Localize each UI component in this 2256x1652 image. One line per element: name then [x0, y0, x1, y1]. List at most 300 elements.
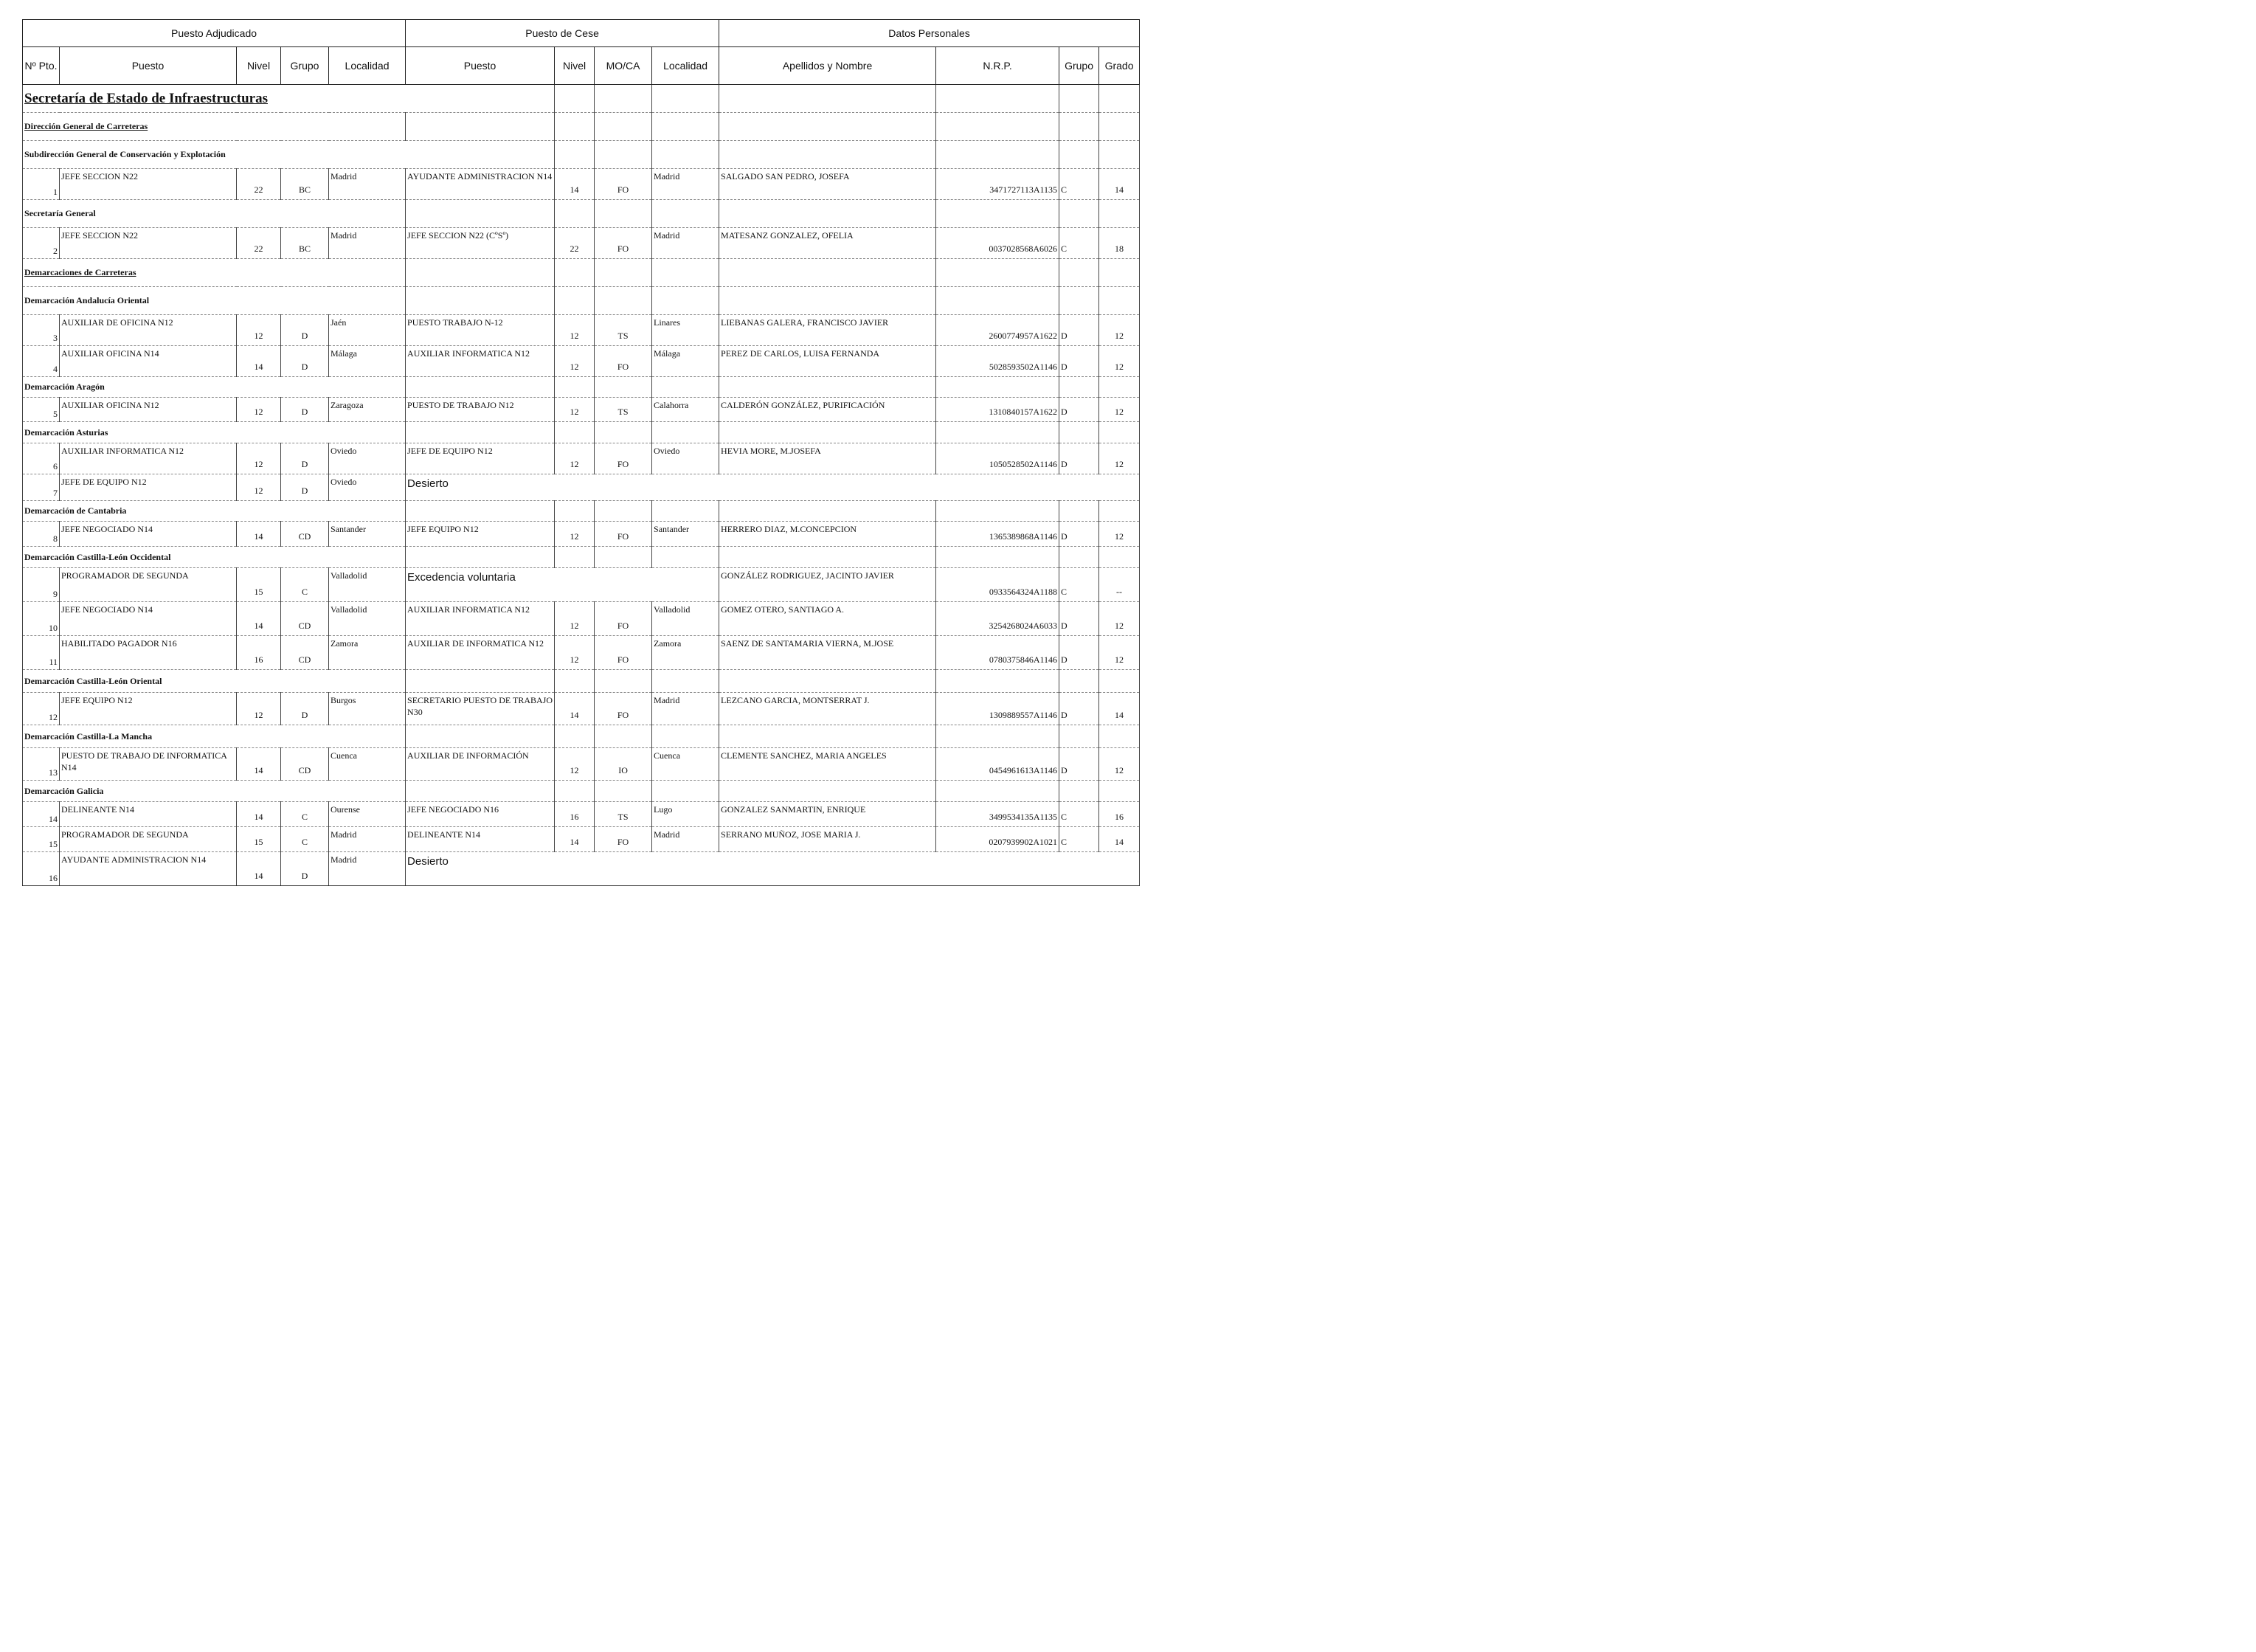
adjudication-table — [22, 19, 1140, 886]
cell-localidad: Ourense — [329, 802, 406, 827]
table-row — [23, 346, 1140, 377]
cell-puesto: PROGRAMADOR DE SEGUNDA — [60, 827, 237, 852]
cell-status-note: Desierto — [406, 852, 1140, 886]
cell-cese-puesto: SECRETARIO PUESTO DE TRABAJO N30 — [406, 693, 555, 725]
cell-cese-localidad: Cuenca — [652, 748, 719, 781]
empty-cell — [555, 113, 595, 141]
column-header-puesto: Puesto — [60, 47, 237, 85]
cell-cese-puesto: AUXILIAR DE INFORMACIÓN — [406, 748, 555, 781]
empty-cell — [652, 781, 719, 802]
cell-num-pto: 4 — [23, 346, 60, 377]
main-section-title: Secretaría de Estado de Infraestructuras — [23, 85, 555, 113]
cell-grado: 12 — [1099, 315, 1140, 346]
cell-nivel: 14 — [237, 802, 281, 827]
empty-cell — [719, 670, 936, 693]
cell-cese-nivel: 12 — [555, 636, 595, 670]
cell-personal-grupo: D — [1059, 636, 1099, 670]
cell-grupo: BC — [281, 228, 329, 259]
section-heading-row — [23, 547, 1140, 568]
cell-puesto: PUESTO DE TRABAJO DE INFORMATICA N14 — [60, 748, 237, 781]
cell-num-pto: 7 — [23, 474, 60, 501]
cell-personal-grupo: D — [1059, 315, 1099, 346]
cell-num-pto: 14 — [23, 802, 60, 827]
cell-cese-nivel: 22 — [555, 228, 595, 259]
cell-personal-grupo: D — [1059, 693, 1099, 725]
empty-cell — [555, 422, 595, 443]
table-row — [23, 474, 1140, 501]
cell-personal-grupo: D — [1059, 346, 1099, 377]
cell-mo-ca: FO — [595, 346, 652, 377]
cell-num-pto: 10 — [23, 602, 60, 636]
cell-localidad: Oviedo — [329, 474, 406, 501]
cell-mo-ca: TS — [595, 398, 652, 422]
cell-nivel: 16 — [237, 636, 281, 670]
empty-cell — [406, 287, 555, 315]
empty-cell — [719, 287, 936, 315]
empty-cell — [719, 725, 936, 748]
section-heading-row — [23, 141, 1140, 169]
empty-cell — [719, 259, 936, 287]
empty-cell — [595, 501, 652, 522]
empty-cell — [652, 670, 719, 693]
table-row — [23, 748, 1140, 781]
cell-mo-ca: TS — [595, 315, 652, 346]
cell-localidad: Valladolid — [329, 568, 406, 602]
section-heading-row — [23, 287, 1140, 315]
cell-cese-localidad: Oviedo — [652, 443, 719, 474]
cell-puesto: JEFE NEGOCIADO N14 — [60, 602, 237, 636]
cell-grado: 12 — [1099, 636, 1140, 670]
section-title: Subdirección General de Conservación y Explotación — [23, 141, 555, 169]
empty-cell — [555, 200, 595, 228]
cell-apellidos-nombre: CALDERÓN GONZÁLEZ, PURIFICACIÓN — [719, 398, 936, 422]
cell-nrp: 2600774957A1622 — [936, 315, 1059, 346]
cell-grupo: D — [281, 398, 329, 422]
empty-cell — [406, 377, 555, 398]
empty-cell — [719, 141, 936, 169]
empty-cell — [652, 377, 719, 398]
empty-cell — [1099, 200, 1140, 228]
cell-cese-nivel: 14 — [555, 693, 595, 725]
cell-nrp: 5028593502A1146 — [936, 346, 1059, 377]
empty-cell — [1099, 670, 1140, 693]
empty-cell — [936, 670, 1059, 693]
cell-grado: -- — [1099, 568, 1140, 602]
cell-puesto: JEFE EQUIPO N12 — [60, 693, 237, 725]
section-title: Demarcaciones de Carreteras — [23, 259, 406, 287]
cell-puesto: JEFE NEGOCIADO N14 — [60, 522, 237, 547]
cell-num-pto: 8 — [23, 522, 60, 547]
table-row — [23, 852, 1140, 886]
empty-cell — [1099, 287, 1140, 315]
cell-grupo: CD — [281, 748, 329, 781]
empty-cell — [936, 141, 1059, 169]
empty-cell — [1099, 725, 1140, 748]
empty-cell — [406, 781, 555, 802]
cell-nrp: 1365389868A1146 — [936, 522, 1059, 547]
column-header-localidad: Localidad — [329, 47, 406, 85]
cell-localidad: Madrid — [329, 827, 406, 852]
cell-apellidos-nombre: CLEMENTE SANCHEZ, MARIA ANGELES — [719, 748, 936, 781]
empty-cell — [652, 141, 719, 169]
empty-cell — [652, 547, 719, 568]
cell-cese-puesto: JEFE SECCION N22 (CºSº) — [406, 228, 555, 259]
cell-grupo: CD — [281, 636, 329, 670]
empty-cell — [936, 422, 1059, 443]
cell-puesto: HABILITADO PAGADOR N16 — [60, 636, 237, 670]
cell-personal-grupo: C — [1059, 802, 1099, 827]
cell-grupo: D — [281, 443, 329, 474]
cell-apellidos-nombre: HERRERO DIAZ, M.CONCEPCION — [719, 522, 936, 547]
cell-personal-grupo: C — [1059, 827, 1099, 852]
cell-personal-grupo: D — [1059, 602, 1099, 636]
cell-nivel: 12 — [237, 443, 281, 474]
cell-nivel: 14 — [237, 522, 281, 547]
cell-nivel: 12 — [237, 315, 281, 346]
empty-cell — [936, 113, 1059, 141]
column-header-cese-puesto: Puesto — [406, 47, 555, 85]
cell-mo-ca: FO — [595, 228, 652, 259]
table-row — [23, 602, 1140, 636]
cell-cese-puesto: JEFE EQUIPO N12 — [406, 522, 555, 547]
cell-num-pto: 12 — [23, 693, 60, 725]
cell-num-pto: 15 — [23, 827, 60, 852]
cell-nivel: 14 — [237, 852, 281, 886]
cell-puesto: AUXILIAR DE OFICINA N12 — [60, 315, 237, 346]
cell-cese-localidad: Santander — [652, 522, 719, 547]
cell-grupo: CD — [281, 602, 329, 636]
empty-cell — [1059, 547, 1099, 568]
empty-cell — [1099, 781, 1140, 802]
empty-cell — [719, 85, 936, 113]
cell-grupo: D — [281, 693, 329, 725]
empty-cell — [595, 141, 652, 169]
empty-cell — [595, 85, 652, 113]
header-column-row — [23, 47, 1140, 85]
empty-cell — [406, 670, 555, 693]
cell-personal-grupo: C — [1059, 568, 1099, 602]
cell-nrp: 3471727113A1135 — [936, 169, 1059, 200]
empty-cell — [1059, 85, 1099, 113]
table-row — [23, 802, 1140, 827]
cell-localidad: Málaga — [329, 346, 406, 377]
cell-grupo: C — [281, 827, 329, 852]
cell-mo-ca: FO — [595, 827, 652, 852]
section-heading-row — [23, 725, 1140, 748]
header-group-datos-personales: Datos Personales — [719, 20, 1140, 47]
section-title: Demarcación Castilla-León Oriental — [23, 670, 406, 693]
cell-cese-nivel: 12 — [555, 602, 595, 636]
cell-cese-localidad: Lugo — [652, 802, 719, 827]
cell-num-pto: 3 — [23, 315, 60, 346]
cell-num-pto: 11 — [23, 636, 60, 670]
empty-cell — [555, 377, 595, 398]
empty-cell — [652, 259, 719, 287]
empty-cell — [595, 113, 652, 141]
column-header-num-pto: Nº Pto. — [23, 47, 60, 85]
empty-cell — [1059, 287, 1099, 315]
empty-cell — [936, 85, 1059, 113]
table-row — [23, 522, 1140, 547]
cell-cese-puesto: JEFE DE EQUIPO N12 — [406, 443, 555, 474]
section-heading-row — [23, 259, 1140, 287]
cell-grupo: C — [281, 568, 329, 602]
section-heading-row — [23, 501, 1140, 522]
empty-cell — [719, 200, 936, 228]
cell-localidad: Zaragoza — [329, 398, 406, 422]
cell-mo-ca: TS — [595, 802, 652, 827]
cell-personal-grupo: D — [1059, 443, 1099, 474]
cell-mo-ca: FO — [595, 693, 652, 725]
empty-cell — [1099, 141, 1140, 169]
cell-cese-nivel: 16 — [555, 802, 595, 827]
cell-grupo: D — [281, 852, 329, 886]
section-title: Secretaría General — [23, 200, 406, 228]
empty-cell — [719, 501, 936, 522]
section-title: Demarcación Asturias — [23, 422, 406, 443]
empty-cell — [936, 501, 1059, 522]
cell-cese-nivel: 12 — [555, 346, 595, 377]
table-row — [23, 443, 1140, 474]
empty-cell — [936, 200, 1059, 228]
table-row — [23, 315, 1140, 346]
cell-num-pto: 6 — [23, 443, 60, 474]
header-group-puesto-de-cese: Puesto de Cese — [406, 20, 719, 47]
cell-grupo: CD — [281, 522, 329, 547]
empty-cell — [555, 781, 595, 802]
cell-grado: 16 — [1099, 802, 1140, 827]
cell-nrp: 0207939902A1021 — [936, 827, 1059, 852]
empty-cell — [936, 547, 1059, 568]
column-header-grupo: Grupo — [281, 47, 329, 85]
empty-cell — [1099, 377, 1140, 398]
cell-puesto: AUXILIAR OFICINA N12 — [60, 398, 237, 422]
cell-nivel: 15 — [237, 568, 281, 602]
cell-localidad: Madrid — [329, 228, 406, 259]
cell-cese-puesto: AUXILIAR INFORMATICA N12 — [406, 346, 555, 377]
empty-cell — [406, 725, 555, 748]
cell-mo-ca: FO — [595, 169, 652, 200]
empty-cell — [936, 259, 1059, 287]
cell-mo-ca: FO — [595, 443, 652, 474]
empty-cell — [652, 113, 719, 141]
empty-cell — [406, 501, 555, 522]
empty-cell — [652, 501, 719, 522]
column-header-nivel: Nivel — [237, 47, 281, 85]
section-heading-row — [23, 113, 1140, 141]
section-title: Demarcación Aragón — [23, 377, 406, 398]
cell-nrp: 1310840157A1622 — [936, 398, 1059, 422]
cell-grado: 18 — [1099, 228, 1140, 259]
table-row — [23, 636, 1140, 670]
section-heading-row — [23, 200, 1140, 228]
table-row — [23, 568, 1140, 602]
cell-grado: 12 — [1099, 748, 1140, 781]
table-row — [23, 228, 1140, 259]
empty-cell — [1099, 85, 1140, 113]
cell-localidad: Oviedo — [329, 443, 406, 474]
cell-grupo: BC — [281, 169, 329, 200]
cell-cese-localidad: Madrid — [652, 169, 719, 200]
empty-cell — [1059, 501, 1099, 522]
cell-num-pto: 13 — [23, 748, 60, 781]
cell-num-pto: 16 — [23, 852, 60, 886]
cell-puesto: AYUDANTE ADMINISTRACION N14 — [60, 852, 237, 886]
cell-nrp: 0933564324A1188 — [936, 568, 1059, 602]
cell-cese-localidad: Madrid — [652, 827, 719, 852]
cell-personal-grupo: D — [1059, 748, 1099, 781]
cell-localidad: Jaén — [329, 315, 406, 346]
cell-grupo: C — [281, 802, 329, 827]
empty-cell — [595, 725, 652, 748]
cell-localidad: Burgos — [329, 693, 406, 725]
empty-cell — [652, 725, 719, 748]
empty-cell — [936, 287, 1059, 315]
empty-cell — [555, 287, 595, 315]
cell-apellidos-nombre: GONZALEZ SANMARTIN, ENRIQUE — [719, 802, 936, 827]
cell-grado: 14 — [1099, 693, 1140, 725]
empty-cell — [652, 200, 719, 228]
cell-cese-nivel: 12 — [555, 398, 595, 422]
section-title: Demarcación Galicia — [23, 781, 406, 802]
cell-nivel: 14 — [237, 346, 281, 377]
cell-puesto: JEFE DE EQUIPO N12 — [60, 474, 237, 501]
table-row — [23, 398, 1140, 422]
empty-cell — [595, 422, 652, 443]
table-row — [23, 827, 1140, 852]
empty-cell — [595, 259, 652, 287]
column-header-cese-localidad: Localidad — [652, 47, 719, 85]
cell-nivel: 12 — [237, 474, 281, 501]
header-group-row — [23, 20, 1140, 47]
cell-mo-ca: IO — [595, 748, 652, 781]
empty-cell — [1059, 725, 1099, 748]
empty-cell — [1059, 781, 1099, 802]
section-title: Dirección General de Carreteras — [23, 113, 406, 141]
cell-nrp: 0037028568A6026 — [936, 228, 1059, 259]
empty-cell — [1059, 377, 1099, 398]
empty-cell — [719, 547, 936, 568]
cell-apellidos-nombre: GONZÁLEZ RODRIGUEZ, JACINTO JAVIER — [719, 568, 936, 602]
cell-personal-grupo: D — [1059, 398, 1099, 422]
cell-nivel: 14 — [237, 748, 281, 781]
cell-cese-puesto: PUESTO DE TRABAJO N12 — [406, 398, 555, 422]
cell-status-note: Desierto — [406, 474, 1140, 501]
cell-nrp: 0780375846A1146 — [936, 636, 1059, 670]
cell-localidad: Cuenca — [329, 748, 406, 781]
cell-personal-grupo: C — [1059, 169, 1099, 200]
cell-mo-ca: FO — [595, 522, 652, 547]
column-header-mo-ca: MO/CA — [595, 47, 652, 85]
empty-cell — [652, 85, 719, 113]
cell-nivel: 12 — [237, 693, 281, 725]
cell-cese-localidad: Málaga — [652, 346, 719, 377]
empty-cell — [1059, 670, 1099, 693]
cell-num-pto: 5 — [23, 398, 60, 422]
cell-cese-puesto: JEFE NEGOCIADO N16 — [406, 802, 555, 827]
section-title: Demarcación Castilla-León Occidental — [23, 547, 406, 568]
empty-cell — [595, 200, 652, 228]
table-row — [23, 693, 1140, 725]
empty-cell — [719, 377, 936, 398]
empty-cell — [1099, 113, 1140, 141]
cell-grado: 14 — [1099, 827, 1140, 852]
empty-cell — [652, 422, 719, 443]
cell-puesto: AUXILIAR INFORMATICA N12 — [60, 443, 237, 474]
cell-cese-nivel: 12 — [555, 748, 595, 781]
cell-num-pto: 9 — [23, 568, 60, 602]
empty-cell — [406, 200, 555, 228]
cell-apellidos-nombre: HEVIA MORE, M.JOSEFA — [719, 443, 936, 474]
section-heading-row — [23, 377, 1140, 398]
empty-cell — [555, 670, 595, 693]
cell-grado: 12 — [1099, 398, 1140, 422]
cell-puesto: AUXILIAR OFICINA N14 — [60, 346, 237, 377]
column-header-grado: Grado — [1099, 47, 1140, 85]
cell-grupo: D — [281, 474, 329, 501]
empty-cell — [1059, 259, 1099, 287]
empty-cell — [555, 547, 595, 568]
cell-cese-nivel: 14 — [555, 827, 595, 852]
cell-grado: 12 — [1099, 443, 1140, 474]
cell-nivel: 15 — [237, 827, 281, 852]
cell-localidad: Valladolid — [329, 602, 406, 636]
section-heading-row — [23, 422, 1140, 443]
empty-cell — [555, 259, 595, 287]
column-header-personal-grupo: Grupo — [1059, 47, 1099, 85]
cell-grado: 12 — [1099, 522, 1140, 547]
cell-puesto: JEFE SECCION N22 — [60, 228, 237, 259]
empty-cell — [595, 377, 652, 398]
column-header-apellidos-nombre: Apellidos y Nombre — [719, 47, 936, 85]
cell-apellidos-nombre: SERRANO MUÑOZ, JOSE MARIA J. — [719, 827, 936, 852]
cell-cese-puesto: AUXILIAR INFORMATICA N12 — [406, 602, 555, 636]
empty-cell — [595, 547, 652, 568]
cell-apellidos-nombre: SALGADO SAN PEDRO, JOSEFA — [719, 169, 936, 200]
cell-grupo: D — [281, 346, 329, 377]
empty-cell — [936, 781, 1059, 802]
cell-nivel: 22 — [237, 169, 281, 200]
empty-cell — [936, 725, 1059, 748]
cell-cese-nivel: 12 — [555, 315, 595, 346]
cell-nrp: 1309889557A1146 — [936, 693, 1059, 725]
empty-cell — [1099, 501, 1140, 522]
empty-cell — [1059, 200, 1099, 228]
cell-mo-ca: FO — [595, 602, 652, 636]
cell-nivel: 14 — [237, 602, 281, 636]
empty-cell — [1059, 422, 1099, 443]
cell-status-note: Excedencia voluntaria — [406, 568, 719, 602]
empty-cell — [1099, 259, 1140, 287]
cell-puesto: DELINEANTE N14 — [60, 802, 237, 827]
empty-cell — [555, 725, 595, 748]
cell-grado: 14 — [1099, 169, 1140, 200]
cell-localidad: Santander — [329, 522, 406, 547]
empty-cell — [595, 287, 652, 315]
cell-cese-puesto: PUESTO TRABAJO N-12 — [406, 315, 555, 346]
cell-cese-localidad: Zamora — [652, 636, 719, 670]
empty-cell — [719, 781, 936, 802]
cell-mo-ca: FO — [595, 636, 652, 670]
section-title: Demarcación de Cantabria — [23, 501, 406, 522]
cell-num-pto: 1 — [23, 169, 60, 200]
cell-cese-nivel: 12 — [555, 443, 595, 474]
cell-nrp: 3254268024A6033 — [936, 602, 1059, 636]
cell-cese-nivel: 14 — [555, 169, 595, 200]
section-title: Demarcación Andalucía Oriental — [23, 287, 406, 315]
empty-cell — [936, 377, 1059, 398]
cell-cese-nivel: 12 — [555, 522, 595, 547]
